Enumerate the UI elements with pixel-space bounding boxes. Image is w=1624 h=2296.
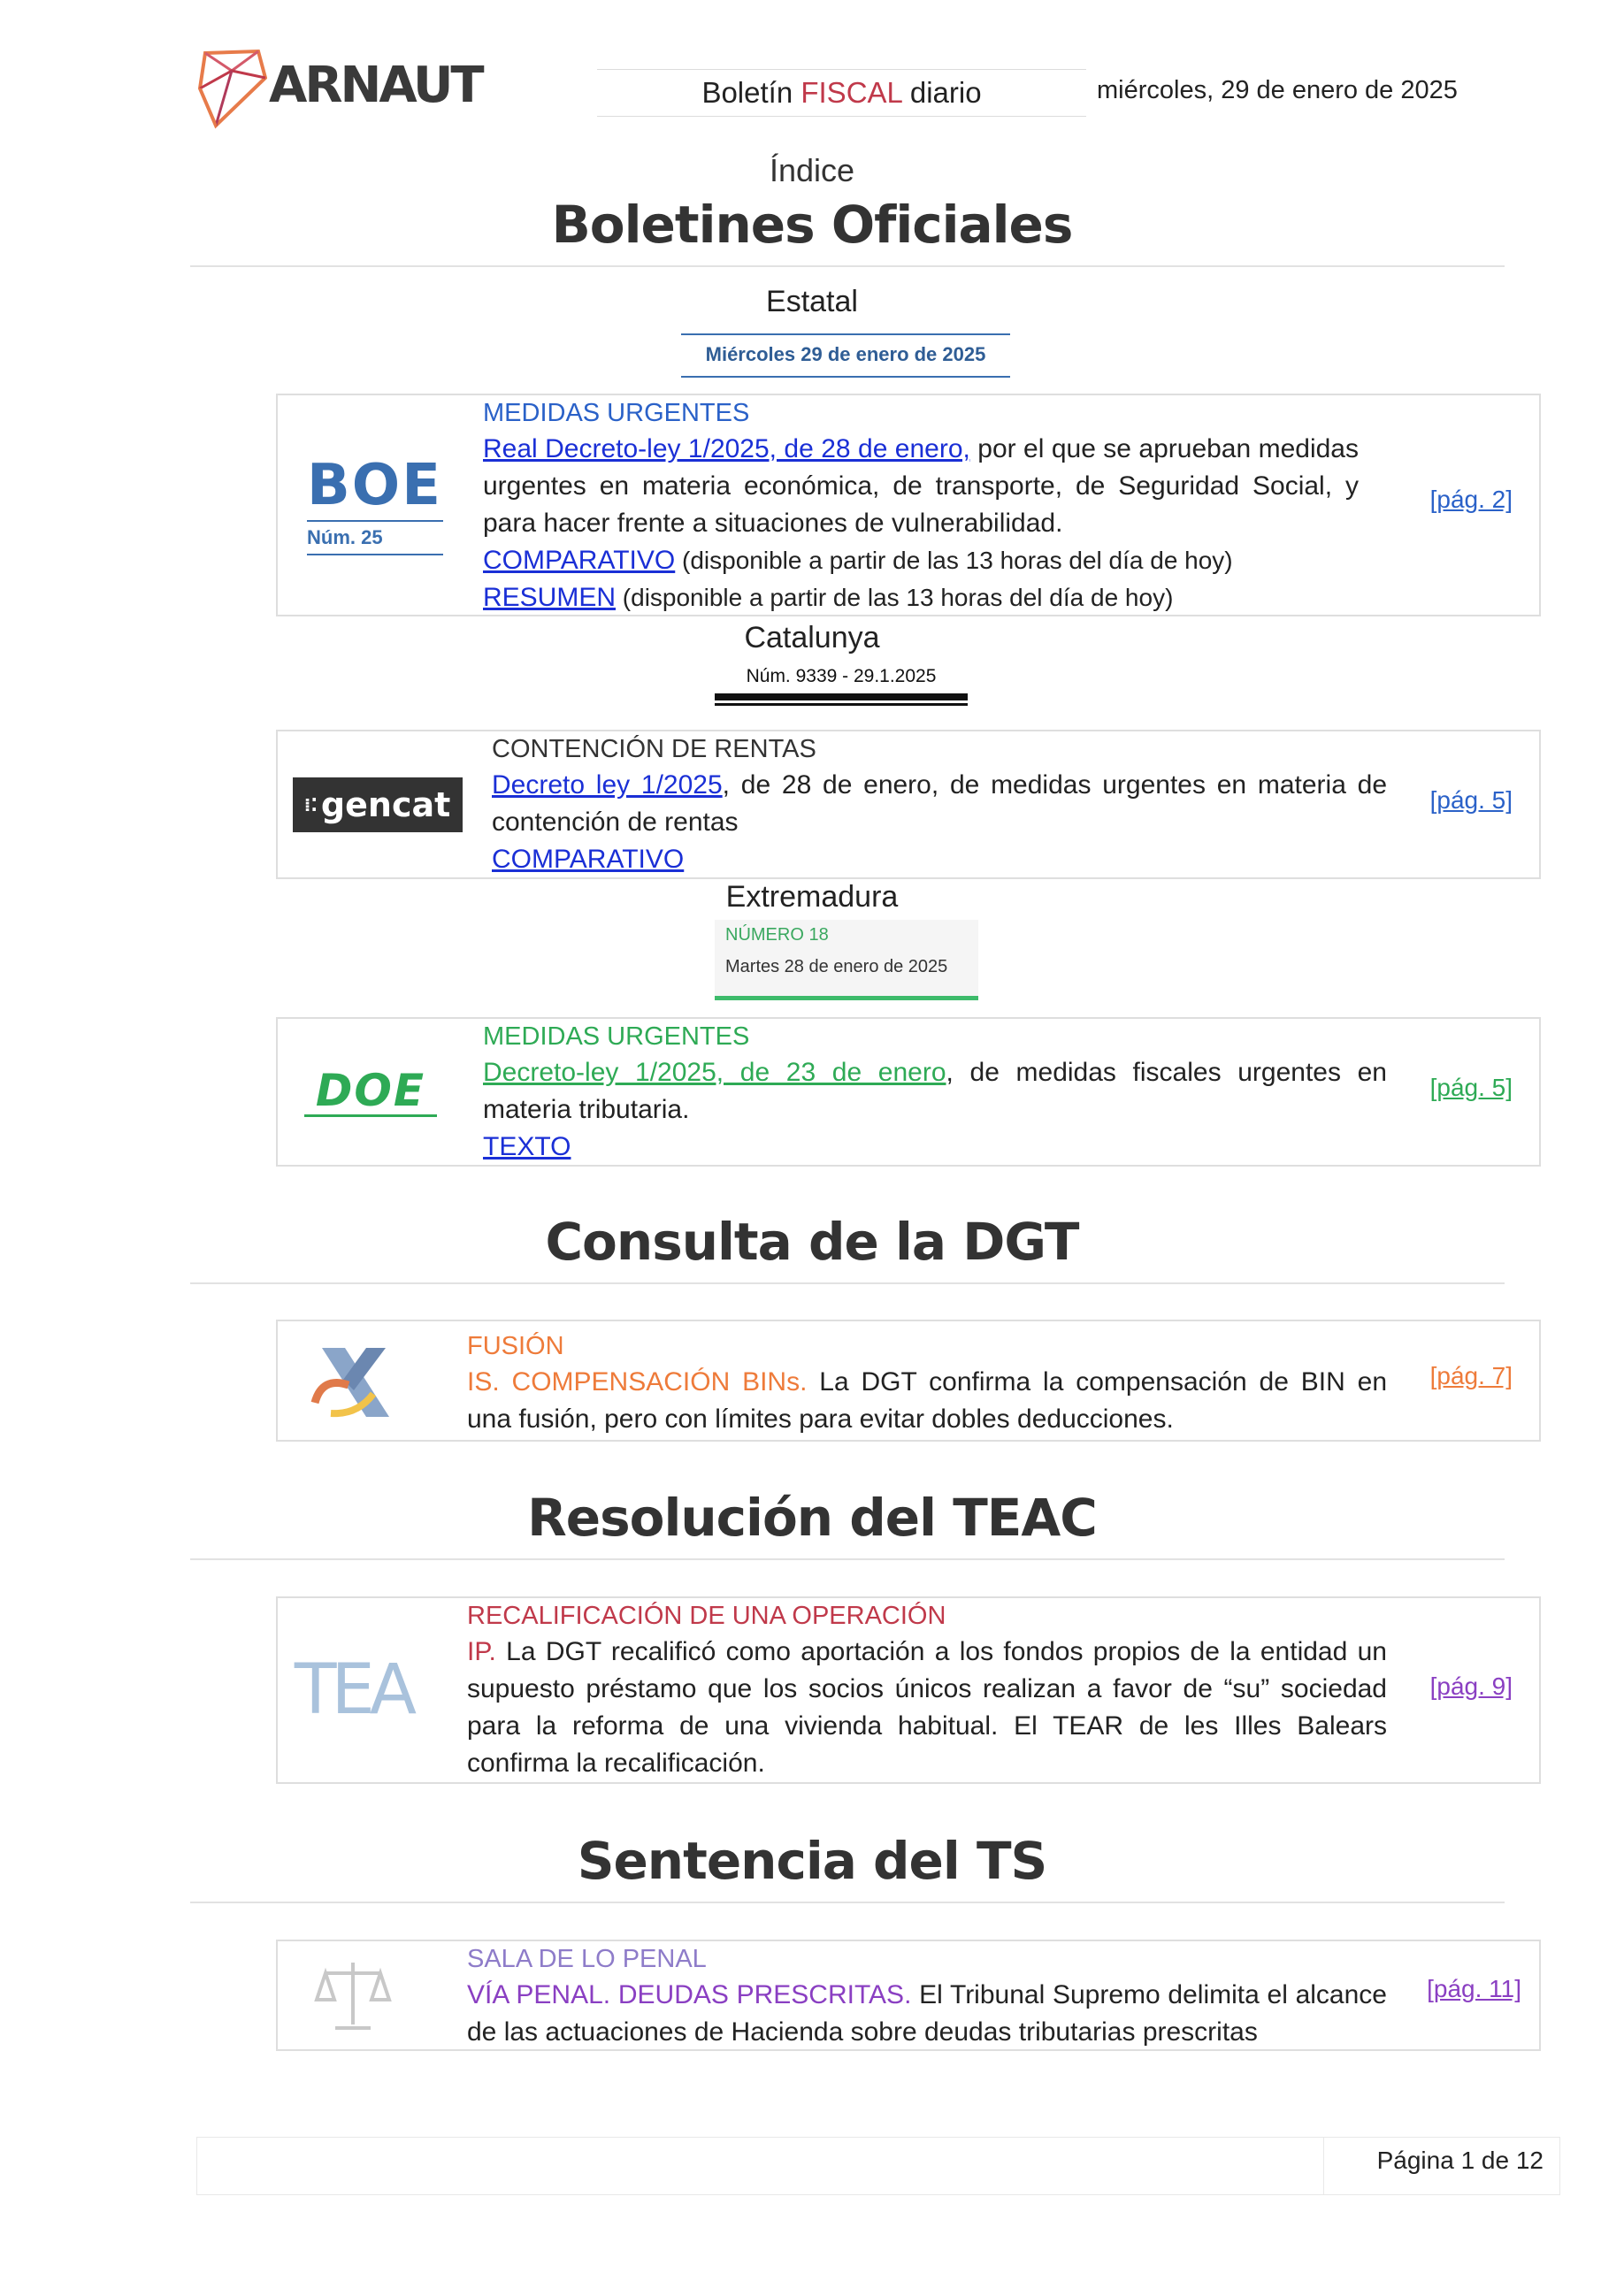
decree-link[interactable]: Decreto-ley 1/2025, de 23 de enero xyxy=(483,1058,946,1087)
page-link[interactable]: [pág. 2] xyxy=(1429,486,1513,513)
doe-banner-date: Martes 28 de enero de 2025 xyxy=(725,957,948,976)
aeat-logo xyxy=(278,1321,428,1440)
entry-lead: IP. xyxy=(467,1637,496,1666)
decree-link[interactable]: Real Decreto-ley 1/2025, de 28 de enero, xyxy=(483,434,970,463)
page-link[interactable]: [pág. 7] xyxy=(1429,1362,1513,1389)
category-label: FUSIÓN xyxy=(467,1332,564,1360)
entry-catalunya xyxy=(276,730,1541,879)
page-link[interactable]: [pág. 5] xyxy=(1429,786,1513,814)
dogc-banner-text: Núm. 9339 - 29.1.2025 xyxy=(746,666,937,686)
comparativo-link[interactable]: COMPARATIVO xyxy=(483,546,676,575)
comparativo-line xyxy=(483,542,1359,579)
resumen-line xyxy=(483,579,1359,616)
decree-link[interactable]: Decreto ley 1/2025 xyxy=(492,770,723,800)
entry-lead: IS. COMPENSACIÓN BINs. xyxy=(467,1367,808,1397)
category-label: SALA DE LO PENAL xyxy=(467,1945,707,1973)
boe-logo-text: BOE xyxy=(307,453,442,518)
gencat-logo xyxy=(278,731,477,877)
entry-teac-text xyxy=(467,1598,1387,1782)
divider xyxy=(190,1282,1505,1284)
entry-body xyxy=(467,1977,1387,2051)
entry-ts xyxy=(276,1940,1541,2051)
divider xyxy=(190,265,1505,267)
entry-estatal-text xyxy=(483,395,1359,616)
category-label: MEDIDAS URGENTES xyxy=(483,1022,750,1051)
texto-line xyxy=(483,1129,1387,1166)
scales-logo xyxy=(278,1941,428,2049)
entry-lead: VÍA PENAL. DEUDAS PRESCRITAS. xyxy=(467,1980,912,2009)
entry-extremadura xyxy=(276,1017,1541,1167)
page-link[interactable]: [pág. 9] xyxy=(1429,1672,1513,1700)
entry-teac xyxy=(276,1596,1541,1784)
gencat-dots-icon: ⁞⁚ xyxy=(303,793,318,815)
banner-bar xyxy=(715,703,968,706)
doe-logo-text: DOE xyxy=(315,1065,426,1116)
entry-extremadura-text xyxy=(483,1019,1387,1166)
entry-dgt-text xyxy=(467,1328,1387,1438)
arnaut-diamond-icon xyxy=(196,44,267,133)
bulletin-title xyxy=(597,69,1086,117)
section-title-dgt: Consulta de la DGT xyxy=(545,1212,1079,1272)
aeat-x-icon xyxy=(304,1341,402,1420)
boe-num: Núm. 25 xyxy=(307,526,383,548)
region-estatal: Estatal xyxy=(766,285,858,318)
region-extremadura: Extremadura xyxy=(725,880,899,914)
entry-description: El Tribunal Supremo delimita el alcance de las actuaciones de Hacienda sobre deudas tributarias prescritas xyxy=(467,1980,1387,2047)
category-label: RECALIFICACIÓN DE UNA OPERACIÓN xyxy=(467,1602,946,1630)
region-catalunya: Catalunya xyxy=(744,621,880,654)
entry-catalunya-text xyxy=(492,731,1387,878)
bulletin-suffix: diario xyxy=(901,76,982,109)
footer-separator xyxy=(1323,2138,1324,2194)
entry-ts-text xyxy=(467,1941,1387,2051)
bulletin-prefix: Boletín xyxy=(701,76,801,109)
divider xyxy=(190,1902,1505,1903)
page-link[interactable]: [pág. 5] xyxy=(1429,1074,1513,1101)
entry-body xyxy=(492,767,1387,841)
entry-body xyxy=(483,431,1359,542)
resumen-link[interactable]: RESUMEN xyxy=(483,583,617,612)
banner-bar xyxy=(715,693,968,700)
entry-body xyxy=(483,1054,1387,1129)
doe-banner xyxy=(715,920,978,1000)
gencat-logo-text: gencat xyxy=(320,784,451,824)
entry-dgt xyxy=(276,1320,1541,1442)
boe-date-banner: Miércoles 29 de enero de 2025 xyxy=(681,333,1010,378)
comparativo-line xyxy=(492,841,1387,878)
comparativo-link[interactable]: COMPARATIVO xyxy=(492,845,685,874)
category-label: MEDIDAS URGENTES xyxy=(483,399,750,427)
dogc-banner xyxy=(715,662,968,709)
doe-logo xyxy=(278,1019,463,1165)
comparativo-note: (disponible a partir de las 13 horas del día de hoy) xyxy=(675,547,1233,574)
entry-description: La DGT recalificó como aportación a los fondos propios de la entidad un supuesto préstamo que los socios únicos realizan a favor de “su” sociedad para la reforma de una vivienda habitual. El TEAR de les Illes Balears confirma la recalificación. xyxy=(467,1637,1387,1778)
resumen-note: (disponible a partir de las 13 horas del día de hoy) xyxy=(616,584,1174,611)
texto-link[interactable]: TEXTO xyxy=(483,1132,571,1161)
index-label: Índice xyxy=(769,152,855,188)
entry-description: La DGT confirma la compensación de BIN en una fusión, pero con límites para evitar dobles deducciones. xyxy=(467,1367,1387,1434)
divider xyxy=(190,1558,1505,1560)
entry-description: , de 28 de enero, de medidas urgentes en materia de contención de rentas xyxy=(492,770,1388,837)
entry-estatal xyxy=(276,394,1541,616)
section-title-boletines: Boletines Oficiales xyxy=(551,195,1073,255)
section-title-ts: Sentencia del TS xyxy=(577,1831,1047,1891)
entry-body xyxy=(467,1634,1387,1782)
entry-description: por el que se aprueban medidas urgentes en materia económica, de transporte, de Seguridad Social, y para hacer frente a situaciones de vulnerabilidad. xyxy=(483,434,1359,538)
bulletin-fiscal: FISCAL xyxy=(801,76,902,109)
tea-logo-text: TEA xyxy=(294,1650,412,1730)
tea-logo xyxy=(278,1598,428,1782)
doe-banner-number: NÚMERO 18 xyxy=(725,925,829,945)
arnaut-logo xyxy=(196,44,482,133)
section-title-teac: Resolución del TEAC xyxy=(527,1488,1097,1548)
page-footer xyxy=(196,2137,1560,2195)
page-link[interactable]: [pág. 11] xyxy=(1427,1975,1521,2002)
scales-of-justice-icon xyxy=(313,1957,393,2033)
boe-logo xyxy=(278,395,472,615)
entry-description: , de medidas fiscales urgentes en materia tributaria. xyxy=(483,1058,1387,1124)
category-label: CONTENCIÓN DE RENTAS xyxy=(492,735,816,763)
page-number: Página 1 de 12 xyxy=(1376,2147,1544,2174)
header-date: miércoles, 29 de enero de 2025 xyxy=(1097,76,1458,104)
entry-body xyxy=(467,1364,1387,1438)
arnaut-logo-text: ARNAUT xyxy=(269,57,482,114)
